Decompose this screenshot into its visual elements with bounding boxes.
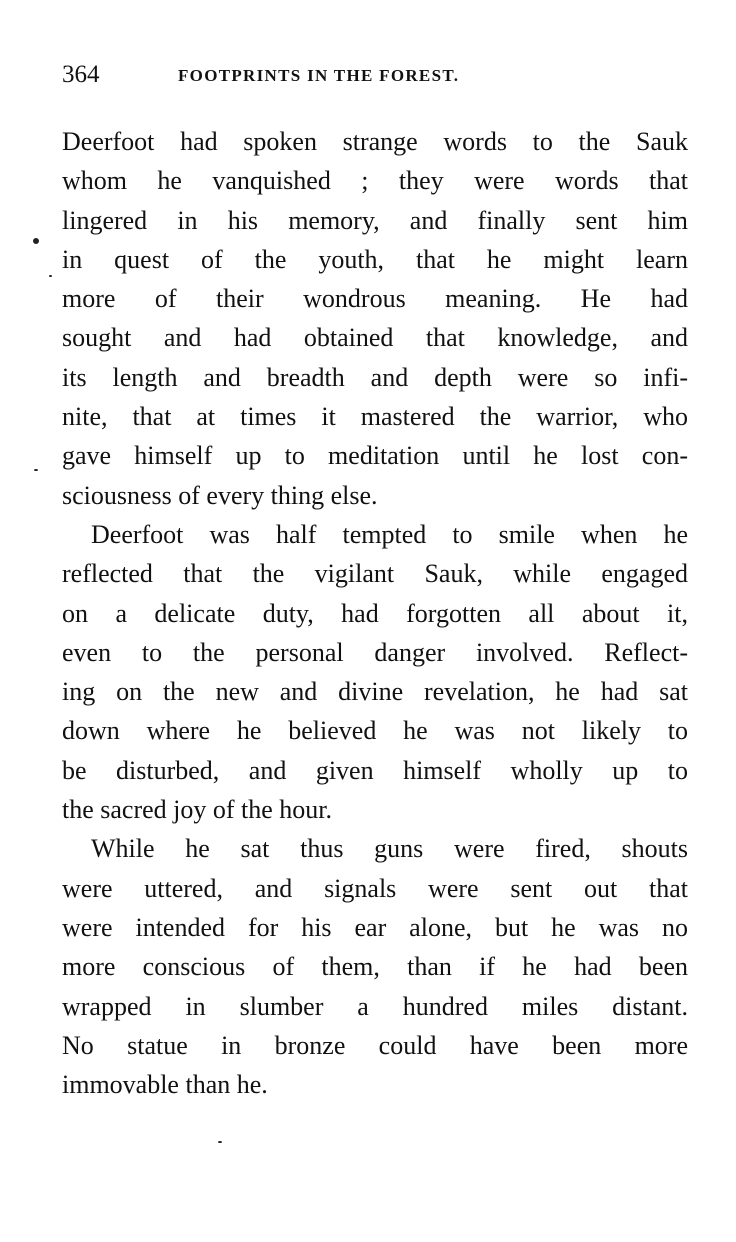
- ink-speck: [49, 275, 52, 277]
- text-line: whom he vanquished ; they were words that: [62, 166, 688, 196]
- text-line: be disturbed, and given himself wholly up to: [62, 755, 688, 785]
- text-line: were uttered, and signals were sent out that: [62, 873, 688, 903]
- text-line: wrapped in slumber a hundred miles distant.: [62, 991, 688, 1021]
- text-line: reflected that the vigilant Sauk, while engaged: [62, 559, 688, 589]
- text-line: even to the personal danger involved. Reflect-: [62, 637, 688, 667]
- text-line: gave himself up to meditation until he lost con-: [62, 441, 688, 471]
- ink-speck: [34, 469, 38, 471]
- text-line: Deerfoot had spoken strange words to the Sauk: [62, 127, 688, 156]
- text-line: sciousness of every thing else.: [62, 480, 378, 510]
- text-line: immovable than he.: [62, 1070, 268, 1100]
- text-line: more of their wondrous meaning. He had: [62, 284, 688, 314]
- text-line: nite, that at times it mastered the warrior, who: [62, 402, 688, 432]
- text-line: more conscious of them, than if he had been: [62, 952, 688, 982]
- running-head: [62, 58, 688, 92]
- text-line: Deerfoot was half tempted to smile when he: [91, 519, 688, 549]
- text-line: were intended for his ear alone, but he was no: [62, 912, 688, 942]
- body-text: [62, 122, 688, 1104]
- text-line: While he sat thus guns were fired, shouts: [91, 834, 688, 864]
- paragraph-2: [62, 515, 688, 829]
- ink-speck: [218, 1141, 222, 1143]
- text-line: its length and breadth and depth were so infi-: [62, 362, 688, 392]
- text-line: No statue in bronze could have been more: [62, 1030, 688, 1060]
- page-number: 364: [62, 61, 100, 88]
- text-line: on a delicate duty, had forgotten all about it,: [62, 598, 688, 628]
- paragraph-3: [62, 829, 688, 1104]
- ink-speck: [33, 238, 39, 244]
- text-line: in quest of the youth, that he might learn: [62, 244, 688, 274]
- text-line: the sacred joy of the hour.: [62, 795, 333, 825]
- running-title: FOOTPRINTS IN THE FOREST.: [178, 66, 460, 85]
- text-line: ing on the new and divine revelation, he had sat: [62, 677, 688, 707]
- text-line: lingered in his memory, and finally sent him: [62, 205, 688, 235]
- text-line: down where he believed he was not likely to: [62, 716, 688, 746]
- text-line: sought and had obtained that knowledge, and: [62, 323, 688, 353]
- paragraph-1: [62, 122, 688, 515]
